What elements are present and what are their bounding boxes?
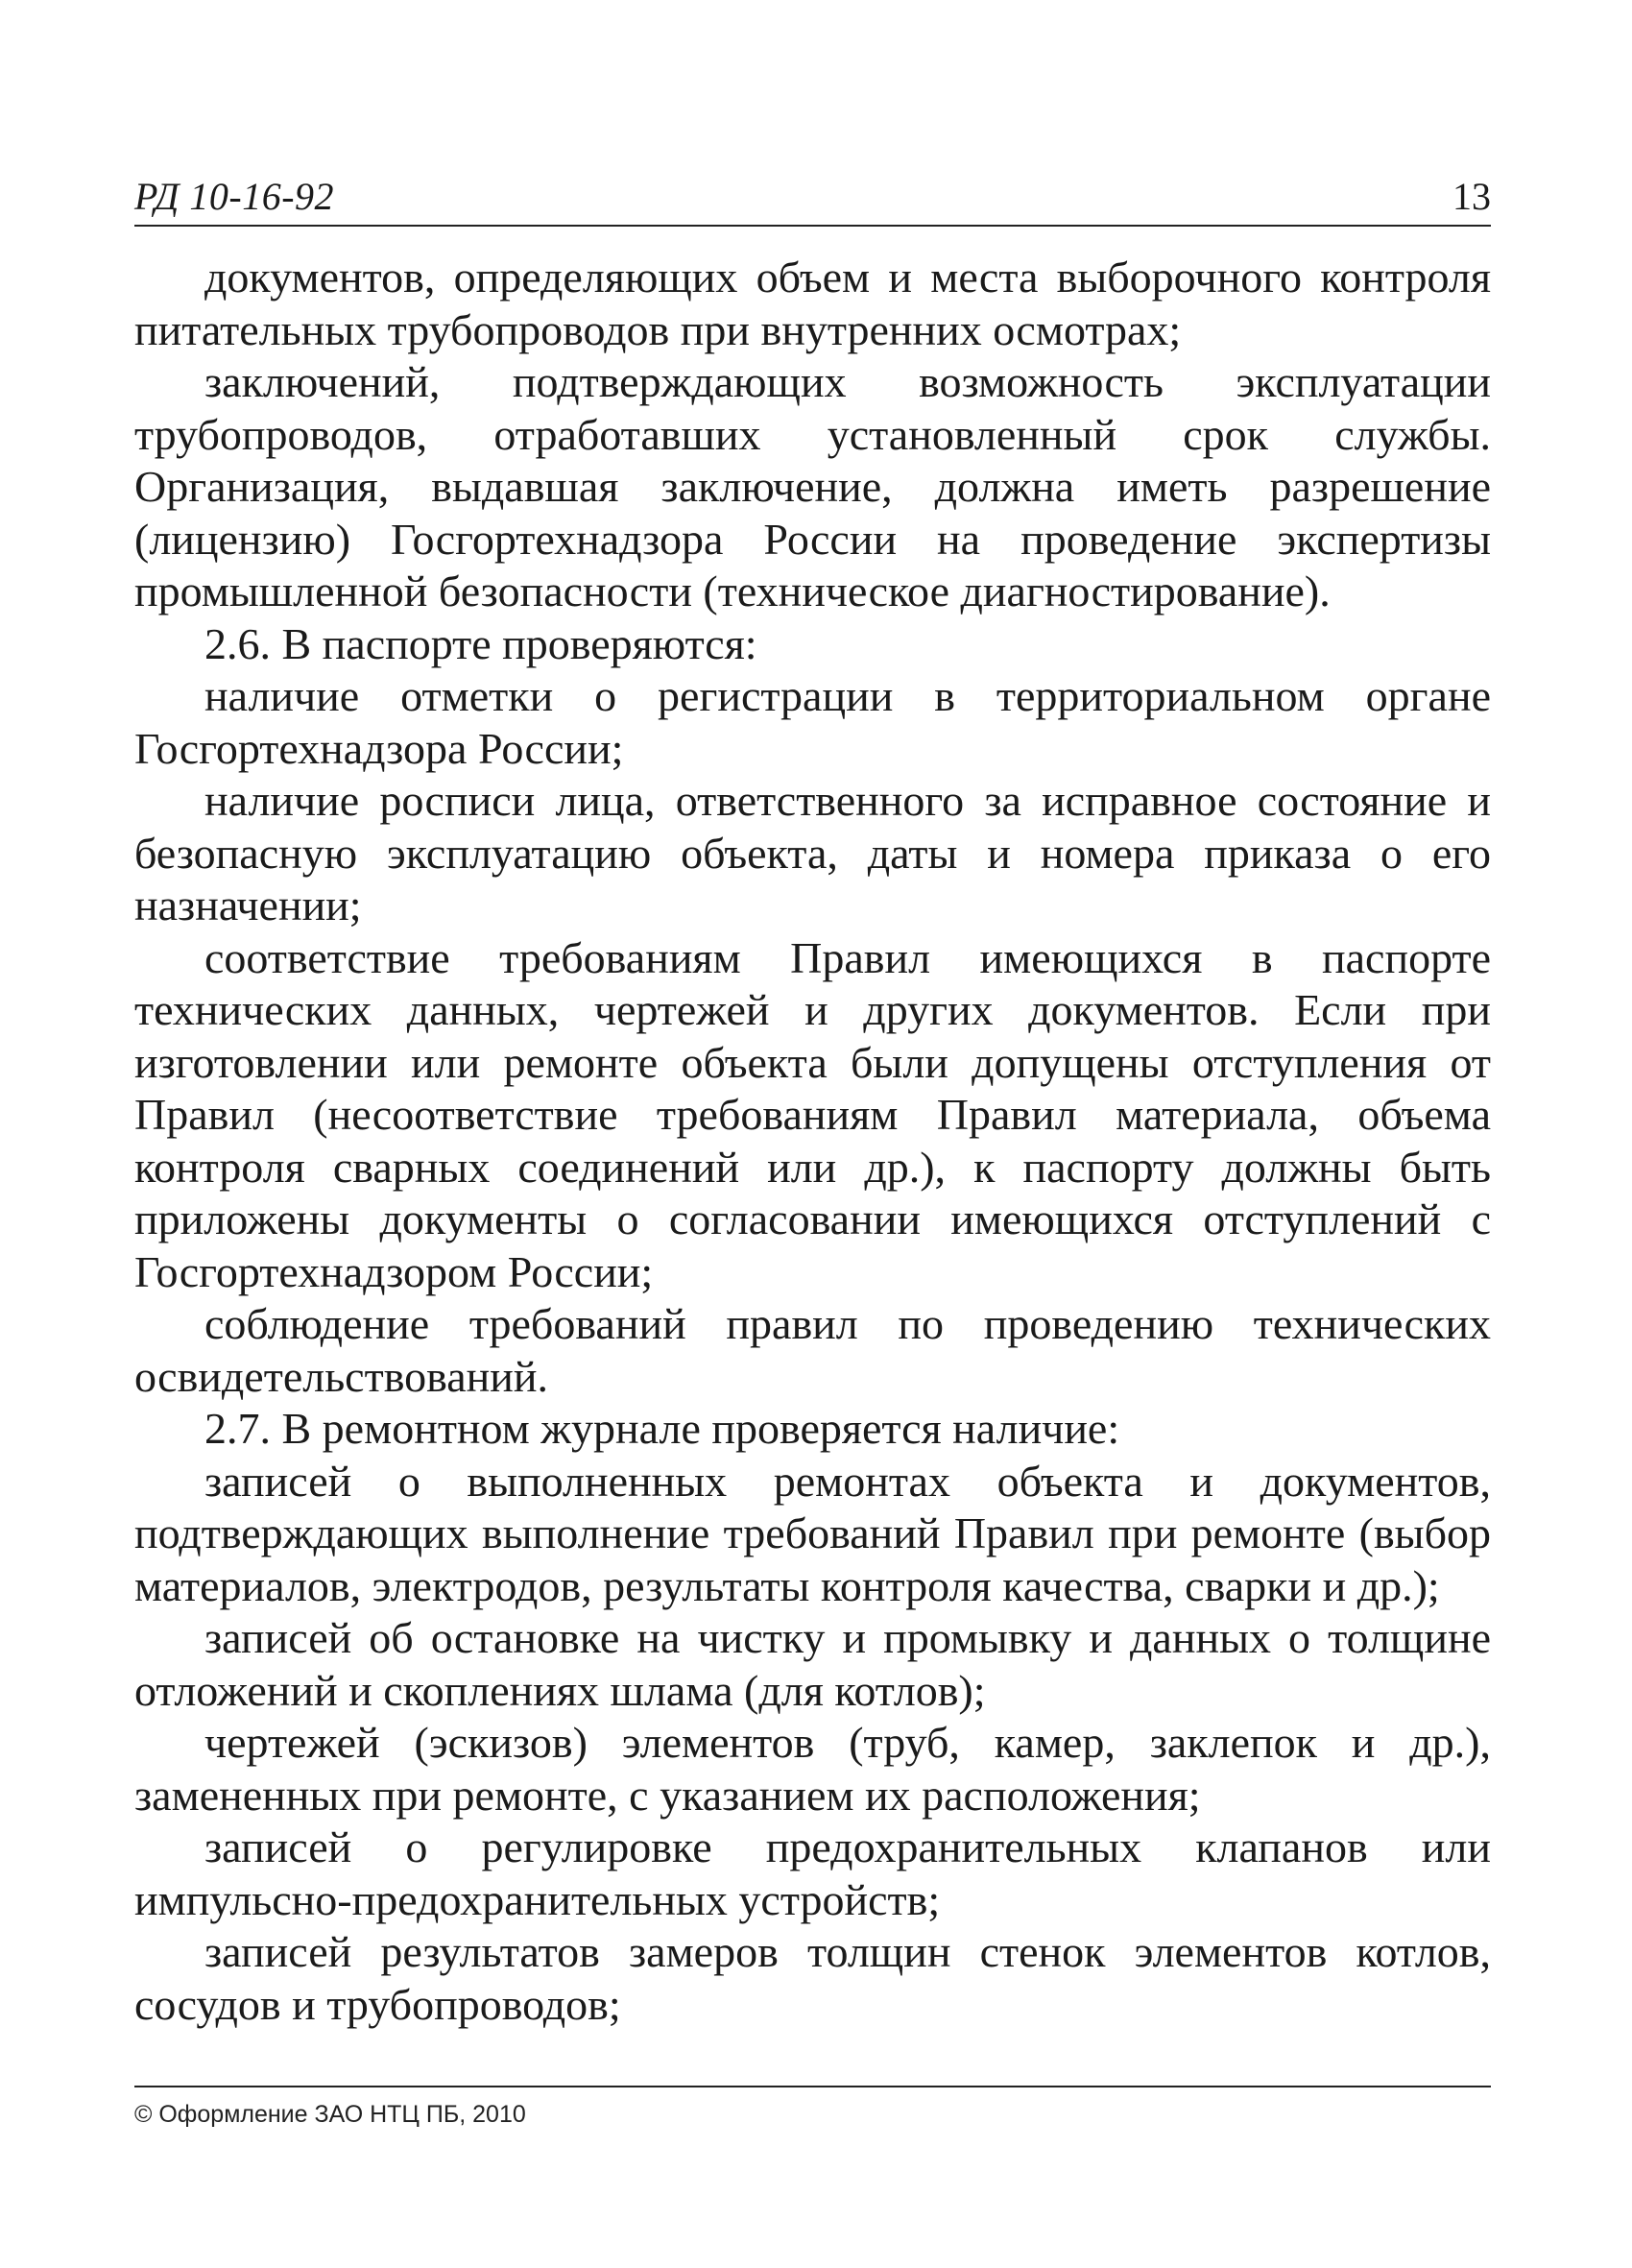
paragraph: записей об остановке на чистку и промывку и данных о толщине отложений и скоплениях шлама (для котлов); [134, 1613, 1491, 1715]
paragraph: чертежей (эскизов) элементов (труб, камер, заклепок и др.), замененных при ремонте, с указанием их расположения; [134, 1718, 1491, 1820]
page-header [134, 171, 1491, 227]
footer-divider [134, 2086, 1491, 2087]
paragraph: наличие росписи лица, ответственного за исправное состояние и безопасную эксплуатацию объекта, даты и номера приказа о его назначении; [134, 776, 1491, 929]
paragraph: записей результатов замеров толщин стенок элементов котлов, сосудов и трубопроводов; [134, 1927, 1491, 2029]
paragraph: записей о выполненных ремонтах объекта и документов, подтверждающих выполнение требований Правил при ремонте (выбор материалов, электродов, результаты контроля качества, сварки и др.); [134, 1456, 1491, 1610]
section-heading-2-6: 2.6. В паспорте проверяются: [204, 618, 757, 668]
paragraph: соблюдение требований правил по проведению технических освидетельствований. [134, 1299, 1491, 1401]
section-heading-2-7: 2.7. В ремонтном журнале проверяется наличие: [204, 1404, 1120, 1453]
copyright-footer: © Оформление ЗАО НТЦ ПБ, 2010 [134, 2101, 526, 2128]
page-body [134, 252, 1491, 2031]
paragraph: записей о регулировке предохранительных клапанов или импульсно-предохранительных устройств; [134, 1822, 1491, 1924]
document-code: РД 10-16-92 [134, 175, 335, 218]
paragraph: заключений, подтверждающих возможность эксплуатации трубопроводов, отработавших установленный срок службы. Организация, выдавшая заключение, должна иметь разрешение (лицензию) Госгортехнадзора России на проведение экспертизы промышленной безопасности (техническое диагностирование). [134, 357, 1491, 615]
page-number: 13 [1452, 175, 1491, 218]
paragraph: соответствие требованиям Правил имеющихся в паспорте технических данных, чертежей и других документов. Если при изготовлении или ремонте объекта были допущены отступления от Правил (несоответствие требованиям Правил материала, объема контроля сварных соединений или др.), к паспорту должны быть приложены документы о согласовании имеющихся отступлений с Госгортехнадзором России; [134, 932, 1491, 1296]
paragraph: наличие отметки о регистрации в территориальном органе Госгортехнадзора России; [134, 671, 1491, 773]
paragraph: документов, определяющих объем и места выборочного контроля питательных трубопроводов при внутренних осмотрах; [134, 253, 1491, 354]
